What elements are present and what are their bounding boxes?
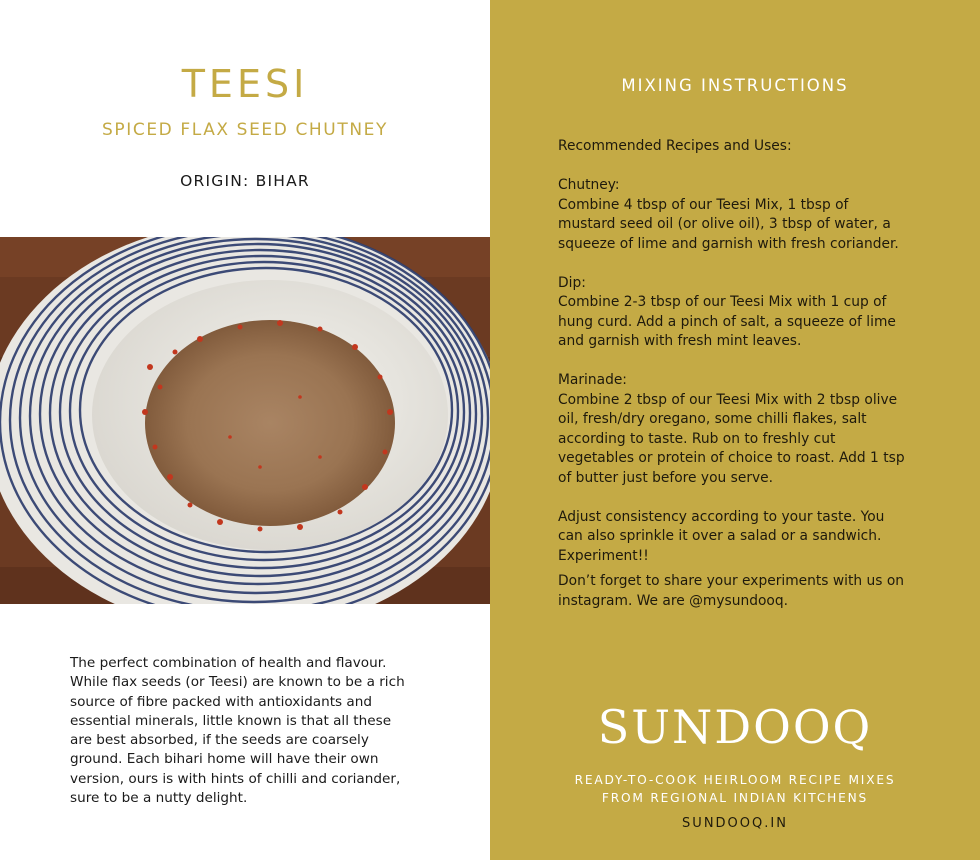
adjust-line: Experiment!! (558, 547, 649, 564)
description-line: essential minerals, little known is that all these (70, 712, 392, 729)
recipe-line: oil, fresh/dry oregano, some chilli flakes, salt (558, 411, 867, 427)
instructions-heading: MIXING INSTRUCTIONS (621, 76, 849, 95)
description-line: source of fibre packed with antioxidants and (70, 693, 373, 710)
recipe-name-marinade: Marinade: (558, 372, 627, 388)
recipe-name-dip: Dip: (558, 274, 586, 291)
recipe-line: Combine 4 tbsp of our Teesi Mix, 1 tbsp of (558, 196, 849, 213)
description-line: sure to be a nutty delight. (70, 790, 248, 807)
share-line: instagram. We are @mysundooq. (558, 592, 788, 609)
instructions-body (558, 137, 910, 611)
recipe-line: according to taste. Rub on to freshly cut (558, 430, 836, 447)
recipe-line: of butter just before you serve. (558, 469, 774, 486)
adjust-line: can also sprinkle it over a salad or a sandwich. (558, 528, 882, 544)
product-title: TEESI (181, 62, 309, 106)
brand-logo: SUNDOOQ (597, 700, 873, 754)
tagline-line: FROM REGIONAL INDIAN KITCHENS (601, 791, 869, 805)
chutney-bowl-photo (0, 237, 490, 604)
description-line: are best absorbed, if the seeds are coarsely (70, 732, 369, 749)
recipe-line: squeeze of lime and garnish with fresh coriander. (558, 235, 899, 252)
description-line: version, ours is with hints of chilli and coriander, (70, 770, 401, 787)
description-line: While flax seeds (or Teesi) are known to be a rich (70, 674, 405, 691)
share-line: Don’t forget to share your experiments with us on (558, 573, 905, 589)
product-origin: ORIGIN: BIHAR (180, 172, 310, 190)
adjust-line: Adjust consistency according to your taste. You (558, 508, 885, 525)
instructions-panel (490, 0, 980, 860)
website-link[interactable]: SUNDOOQ.IN (682, 816, 788, 831)
recipe-line: Combine 2 tbsp of our Teesi Mix with 2 tbsp olive (558, 391, 898, 408)
recipe-line: and garnish with fresh mint leaves. (558, 333, 802, 349)
recipe-line: Combine 2-3 tbsp of our Teesi Mix with 1 cup of (558, 294, 887, 310)
product-description (70, 654, 430, 808)
recipe-name-chutney: Chutney: (558, 177, 620, 193)
description-line: The perfect combination of health and flavour. (70, 655, 387, 671)
recipe-line: mustard seed oil (or olive oil), 3 tbsp of water, a (558, 216, 891, 232)
recipe-line: hung curd. Add a pinch of salt, a squeeze of lime (558, 313, 896, 330)
product-subtitle: SPICED FLAX SEED CHUTNEY (102, 120, 388, 140)
recipes-intro: Recommended Recipes and Uses: (558, 138, 792, 154)
tagline-line: READY-TO-COOK HEIRLOOM RECIPE MIXES (574, 773, 896, 787)
description-line: ground. Each bihari home will have their own (70, 751, 379, 768)
recipe-line: vegetables or protein of choice to roast. Add 1 tsp (558, 450, 905, 466)
brand-tagline (490, 771, 980, 807)
